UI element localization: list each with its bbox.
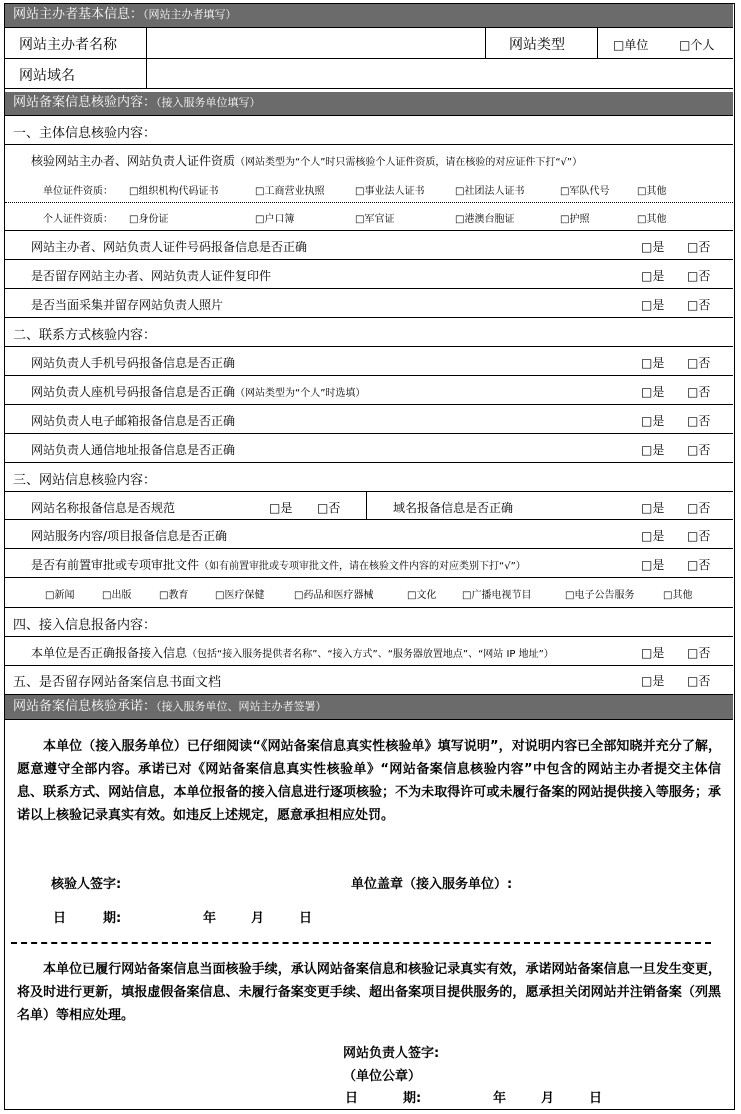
- cert-option[interactable]: □港澳台胞证: [455, 214, 515, 225]
- cert-option[interactable]: □组织机构代码证书: [129, 186, 219, 197]
- check-item-label: 网站名称报备信息是否规范: [31, 501, 176, 515]
- check-item-label: 本单位是否正确报备接入信息（包括“接入服务提供者名称”、“接入方式”、“服务器放置地点”、“网站 IP 地址”）: [31, 646, 554, 660]
- verification-form: [4, 3, 735, 1110]
- category-option[interactable]: □电子公告服务: [565, 590, 635, 601]
- date-month-label: 月: [541, 1091, 555, 1106]
- part4-heading: 四、接入信息报备内容：: [13, 618, 157, 633]
- cert-option[interactable]: □其他: [637, 214, 667, 225]
- part1-heading-row: [5, 116, 733, 145]
- section-header-basic-info: [5, 4, 733, 28]
- cert-option[interactable]: □身份证: [129, 214, 169, 225]
- cert-option[interactable]: □工商营业执照: [255, 186, 325, 197]
- part4-heading-row: [5, 608, 733, 637]
- check-item-label: 网站负责人电子邮箱报备信息是否正确: [31, 414, 236, 428]
- section-title: 网站备案信息核验内容：: [13, 95, 157, 110]
- yes-checkbox[interactable]: □是: [641, 356, 665, 370]
- cert-label-row: [5, 145, 733, 174]
- organizer-name-field[interactable]: [148, 30, 482, 56]
- yes-checkbox[interactable]: □是: [641, 414, 665, 428]
- yes-checkbox[interactable]: □是: [641, 558, 665, 572]
- check-row: [5, 549, 733, 578]
- no-checkbox[interactable]: □否: [687, 529, 711, 543]
- check-row: [5, 637, 733, 666]
- section-note: （接入服务单位填写）: [156, 96, 261, 109]
- category-option[interactable]: □出版: [102, 590, 132, 601]
- cert-option[interactable]: □其他: [637, 186, 667, 197]
- check-row: [5, 260, 733, 289]
- approval-category-row: [5, 578, 733, 608]
- personal-cert-label: 个人证件资质：: [43, 214, 113, 225]
- date-day-label: 日: [299, 911, 313, 926]
- cert-option[interactable]: □军官证: [355, 214, 395, 225]
- cert-option[interactable]: □社团法人证书: [455, 186, 525, 197]
- date-day-label: 日: [589, 1091, 603, 1106]
- category-option[interactable]: □文化: [407, 590, 437, 601]
- yes-checkbox[interactable]: □是: [641, 529, 665, 543]
- yes-checkbox[interactable]: □是: [641, 674, 665, 688]
- category-option[interactable]: □新闻: [45, 590, 75, 601]
- section-header-verify: [5, 92, 733, 116]
- site-type-personal-checkbox[interactable]: □个人: [679, 38, 715, 52]
- yes-checkbox[interactable]: □是: [641, 385, 665, 399]
- check-item-label: 网站主办者、网站负责人证件号码报备信息是否正确: [31, 240, 308, 254]
- domain-row: [5, 59, 733, 89]
- check-row: [5, 231, 733, 260]
- check-row: [5, 347, 733, 376]
- date-label-ri: 日: [345, 1091, 359, 1106]
- check-item-label: 网站负责人通信地址报备信息是否正确: [31, 443, 236, 457]
- no-checkbox[interactable]: □否: [687, 356, 711, 370]
- cert-option[interactable]: □户口簿: [255, 214, 295, 225]
- domain-label: 网站域名: [19, 68, 75, 84]
- category-option[interactable]: □其他: [663, 590, 693, 601]
- part1-heading: 一、主体信息核验内容：: [13, 126, 157, 141]
- domain-field[interactable]: [148, 61, 728, 86]
- cert-option[interactable]: □护照: [560, 214, 590, 225]
- check-row: [5, 405, 733, 434]
- organizer-name-row: [5, 28, 733, 59]
- part2-heading-row: [5, 318, 733, 347]
- no-checkbox[interactable]: □否: [687, 443, 711, 457]
- no-checkbox[interactable]: □否: [687, 385, 711, 399]
- check-item-label: 网站服务内容/项目报备信息是否正确: [31, 529, 228, 543]
- cert-option[interactable]: □事业法人证书: [355, 186, 425, 197]
- no-checkbox[interactable]: □否: [687, 674, 711, 688]
- section-note: （网站主办者填写）: [143, 8, 237, 21]
- date-label-qi: 期:: [103, 911, 122, 926]
- site-type-unit-checkbox[interactable]: □单位: [613, 38, 649, 52]
- section-title: 网站主办者基本信息：: [13, 7, 144, 22]
- no-checkbox[interactable]: □否: [687, 414, 711, 428]
- check-item-label: 是否留存网站主办者、网站负责人证件复印件: [31, 269, 272, 283]
- yes-checkbox[interactable]: □是: [641, 501, 665, 515]
- unit-cert-row: [5, 174, 733, 203]
- part2-heading: 二、联系方式核验内容：: [13, 328, 157, 343]
- check-row: [5, 289, 733, 318]
- part5-row: [5, 666, 733, 694]
- yes-checkbox[interactable]: □是: [641, 298, 665, 312]
- unit-cert-label: 单位证件资质：: [43, 186, 113, 197]
- manager-sign-label: 网站负责人签字:: [343, 1046, 440, 1061]
- cert-option[interactable]: □军队代号: [560, 186, 610, 197]
- part3-heading-row: [5, 463, 733, 492]
- yes-checkbox[interactable]: □是: [641, 269, 665, 283]
- no-checkbox[interactable]: □否: [687, 298, 711, 312]
- section-title: 网站备案信息核验承诺：: [13, 699, 157, 714]
- verifier-sign-label: 核验人签字:: [51, 877, 122, 892]
- check-row: [5, 520, 733, 549]
- category-option[interactable]: □教育: [159, 590, 189, 601]
- check-item-label: 是否当面采集并留存网站负责人照片: [31, 298, 224, 312]
- date-label-ri: 日: [53, 911, 67, 926]
- cert-label: 核验网站主办者、网站负责人证件资质（网站类型为“个人”时只需核验个人证件资质，请在核验的对应证件下打“√”）: [31, 154, 583, 168]
- check-row: [5, 434, 733, 463]
- check-item-label: 域名报备信息是否正确: [393, 501, 514, 515]
- personal-cert-row: [5, 203, 733, 231]
- check-item-label: 是否有前置审批或专项审批文件（如有前置审批或专项审批文件，请在核验文件内容的对应类别下打“√”）: [31, 558, 526, 572]
- date-month-label: 月: [251, 911, 265, 926]
- check-item-label: 网站负责人座机号码报备信息是否正确（网站类型为“个人”时选填）: [31, 385, 366, 399]
- no-checkbox[interactable]: □否: [687, 646, 711, 660]
- part3-heading: 三、网站信息核验内容：: [13, 473, 157, 488]
- no-checkbox[interactable]: □否: [687, 501, 711, 515]
- commitment-paragraph-1: 本单位（接入服务单位）已仔细阅读“《网站备案信息真实性核验单》填写说明”，对说明内容已全部知晓并充分了解，愿意遵守全部内容。承诺已对《网站备案信息真实性核验单》“网站备案信息核验内容”中包含的网站主办者提交主体信息、联系方式、网站信息，本单位报备的接入信息进行逐项核验；不为未取得许可或未履行备案的网站提供接入等服务；承诺以上核验记录真实有效。如违反上述规定，愿意承担相应处罚。: [17, 739, 721, 823]
- section-header-commitment: [5, 694, 733, 720]
- part5-heading: 五、是否留存网站备案信息书面文档: [13, 675, 222, 690]
- yes-checkbox[interactable]: □是: [269, 501, 293, 515]
- check-row: [5, 492, 733, 520]
- site-type-label: 网站类型: [509, 37, 565, 53]
- section-note: （接入服务单位、网站主办者签署）: [156, 700, 327, 713]
- dashed-divider: [11, 942, 711, 944]
- organizer-name-label: 网站主办者名称: [19, 37, 117, 53]
- no-checkbox[interactable]: □否: [687, 269, 711, 283]
- date-year-label: 年: [493, 1091, 507, 1106]
- category-option[interactable]: □药品和医疗器械: [294, 590, 374, 601]
- commitment-paragraph-2: 本单位已履行网站备案信息当面核验手续，承认网站备案信息和核验记录真实有效，承诺网站备案信息一旦发生变更，将及时进行更新，填报虚假备案信息、未履行备案变更手续、超出备案项目提供服务的，愿承担关闭网站并注销备案（列黑名单）等相应处理。: [17, 962, 721, 1023]
- unit-seal-label: 单位盖章（接入服务单位）:: [351, 877, 513, 892]
- yes-checkbox[interactable]: □是: [641, 443, 665, 457]
- check-item-label: 网站负责人手机号码报备信息是否正确: [31, 356, 236, 370]
- category-option[interactable]: □广播电视节目: [462, 590, 532, 601]
- category-option[interactable]: □医疗保健: [215, 590, 265, 601]
- yes-checkbox[interactable]: □是: [641, 240, 665, 254]
- date-label-qi: 期:: [403, 1091, 422, 1106]
- public-seal-label: （单位公章）: [343, 1069, 422, 1084]
- no-checkbox[interactable]: □否: [687, 558, 711, 572]
- check-row: [5, 376, 733, 405]
- no-checkbox[interactable]: □否: [317, 501, 341, 515]
- date-year-label: 年: [203, 911, 217, 926]
- yes-checkbox[interactable]: □是: [641, 646, 665, 660]
- no-checkbox[interactable]: □否: [687, 240, 711, 254]
